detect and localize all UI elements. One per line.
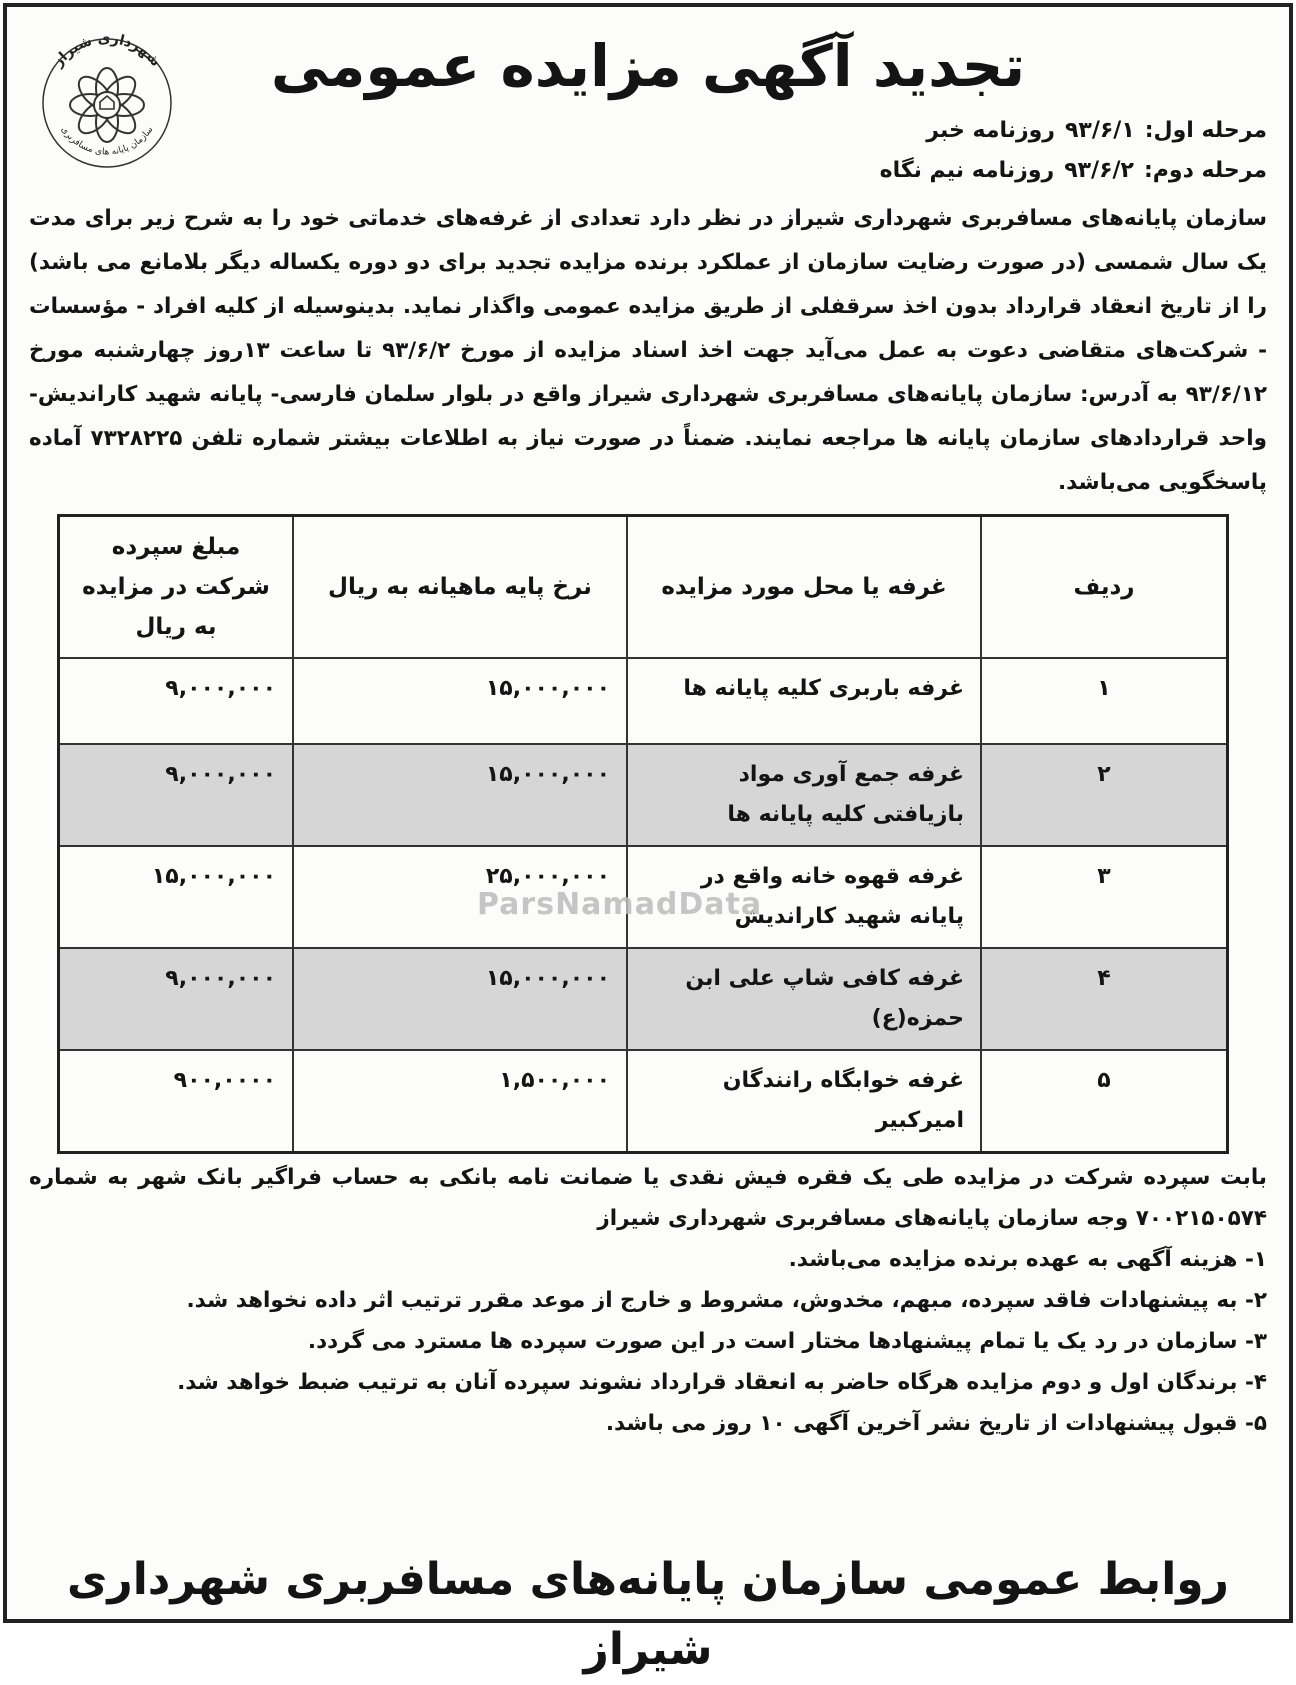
publication-stages <box>197 111 1267 191</box>
rate-value: ۱۵,۰۰۰,۰۰۰ <box>485 676 610 701</box>
cell-room: غرفه جمع آوری مواد بازیافتی کلیه پایانه ها <box>627 744 981 846</box>
logo-arc-bottom: سازمان پایانه های مسافربری <box>58 124 156 158</box>
svg-text:شهرداری شیراز <box>50 31 164 71</box>
rate-value: ۱۵,۰۰۰,۰۰۰ <box>485 966 610 991</box>
condition-item: ۲- به پیشنهادات فاقد سپرده، مبهم، مخدوش، مشروط و خارج از موعد مقرر ترتیب اثر داده نخواهد شد. <box>186 1288 1267 1313</box>
deposit-value: ۹۰۰,۰۰۰۰ <box>173 1068 276 1093</box>
cell-room: غرفه خوابگاه رانندگان امیرکبیر <box>627 1050 981 1153</box>
deposit-value: ۹,۰۰۰,۰۰۰ <box>165 676 276 701</box>
stage-label: مرحله اول: <box>1144 118 1267 143</box>
cell-row-number: ۴ <box>981 948 1228 1050</box>
header-room: غرفه یا محل مورد مزایده <box>627 516 981 659</box>
cell-row-number: ۵ <box>981 1050 1228 1153</box>
table-row <box>59 948 1228 1050</box>
cell-monthly-rate <box>293 658 627 744</box>
rate-value: ۲۵,۰۰۰,۰۰۰ <box>485 864 610 889</box>
table-row <box>59 658 1228 744</box>
rate-value: ۱۵,۰۰۰,۰۰۰ <box>485 762 610 787</box>
cell-row-number: ۲ <box>981 744 1228 846</box>
cell-room: غرفه باربری کلیه پایانه ها <box>627 658 981 744</box>
cell-row-number: ۱ <box>981 658 1228 744</box>
stage-label: مرحله دوم: <box>1143 158 1267 183</box>
cell-deposit <box>59 658 294 744</box>
watermark-text: ParsNamadData <box>477 887 763 922</box>
table-row <box>59 1050 1228 1153</box>
deposit-value: ۹,۰۰۰,۰۰۰ <box>165 966 276 991</box>
stage-date: ۹۳/۶/۱ <box>1064 118 1135 143</box>
header-deposit: مبلغ سپرده شرکت در مزایده به ریال <box>59 516 294 659</box>
cell-monthly-rate <box>293 1050 627 1153</box>
cell-row-number: ۳ <box>981 846 1228 948</box>
intro-paragraph: سازمان پایانه‌های مسافربری شهرداری شیراز در نظر دارد تعدادی از غرفه‌های خدماتی خود را به شرح زیر برای مدت یک سال شمسی (در صورت رضایت سازمان از عملکرد برنده مزایده تجدید برای دو دوره یکساله دیگر بلامانع می باشد) را از تاریخ انعقاد قرارداد بدون اخذ سرقفلی از طریق مزایده عمومی واگذار نماید. بدینوسیله از کلیه افراد - مؤسسات - شرکت‌های متقاضی دعوت به عمل می‌آید جهت اخذ اسناد مزایده از مورخ ۹۳/۶/۲ تا ساعت ۱۳روز چهارشنبه مورخ ۹۳/۶/۱۲ به آدرس: سازمان پایانه‌های مسافربری شهرداری شیراز واقع در بلوار سلمان فارسی- پایانه شهید کاراندیش- واحد قراردادهای سازمان پایانه ها مراجعه نمایند. ضمناً در صورت نیاز به اطلاعات بیشتر شماره تلفن ۷۳۲۸۲۲۵ آماده پاسخگویی می‌باشد. <box>29 206 1267 495</box>
stage-first <box>197 111 1267 151</box>
municipality-flower-emblem-icon <box>27 19 187 179</box>
stage-date: ۹۳/۶/۲ <box>1064 158 1134 183</box>
footer-signature: روابط عمومی سازمان پایانه‌های مسافربری شهرداری شیراز <box>67 1554 1229 1675</box>
stage-paper: روزنامه خبر <box>926 118 1055 143</box>
cell-deposit <box>59 948 294 1050</box>
stage-paper: روزنامه نیم نگاه <box>879 158 1055 183</box>
cell-room: غرفه قهوه خانه واقع در پایانه شهید کاراندیش <box>627 846 981 948</box>
cell-room: غرفه کافی شاپ علی ابن حمزه(ع) <box>627 948 981 1050</box>
auction-items-table <box>57 514 1229 1154</box>
header-row-number: ردیف <box>981 516 1228 659</box>
table-row <box>59 744 1228 846</box>
cell-monthly-rate <box>293 744 627 846</box>
deposit-value: ۱۵,۰۰۰,۰۰۰ <box>151 864 276 889</box>
page-title: تجدید آگهی مزایده عمومی <box>270 32 1026 100</box>
deposit-note: بابت سپرده شرکت در مزایده طی یک فقره فیش نقدی یا ضمانت نامه بانکی به حساب فراگیر بانک شهر به شماره ۷۰۰۲۱۵۰۵۷۴ وجه سازمان پایانه‌های مسافربری شهرداری شیراز <box>29 1165 1267 1231</box>
cell-deposit <box>59 744 294 846</box>
stage-second <box>197 151 1267 191</box>
conditions-section <box>29 1157 1267 1444</box>
header-monthly-rate: نرخ پایه ماهیانه به ریال <box>293 516 627 659</box>
cell-deposit <box>59 1050 294 1153</box>
rate-value: ۱,۵۰۰,۰۰۰ <box>499 1068 610 1093</box>
logo-arc-top: شهرداری شیراز <box>50 30 164 70</box>
deposit-value: ۹,۰۰۰,۰۰۰ <box>165 762 276 787</box>
condition-item: ۳- سازمان در رد یک یا تمام پیشنهادها مختار است در این صورت سپرده ها مسترد می گردد. <box>307 1329 1267 1354</box>
condition-item: ۱- هزینه آگهی به عهده برنده مزایده می‌باشد. <box>788 1247 1267 1272</box>
auction-notice <box>3 3 1293 1675</box>
condition-item: ۵- قبول پیشنهادات از تاریخ نشر آخرین آگهی ۱۰ روز می باشد. <box>605 1411 1267 1436</box>
condition-item: ۴- برندگان اول و دوم مزایده هرگاه حاضر به انعقاد قرارداد نشوند سپرده آنان به ترتیب ضبط خواهد شد. <box>177 1370 1267 1395</box>
cell-monthly-rate <box>293 948 627 1050</box>
municipality-logo <box>27 19 187 179</box>
cell-deposit <box>59 846 294 948</box>
table-header-row <box>59 516 1228 659</box>
